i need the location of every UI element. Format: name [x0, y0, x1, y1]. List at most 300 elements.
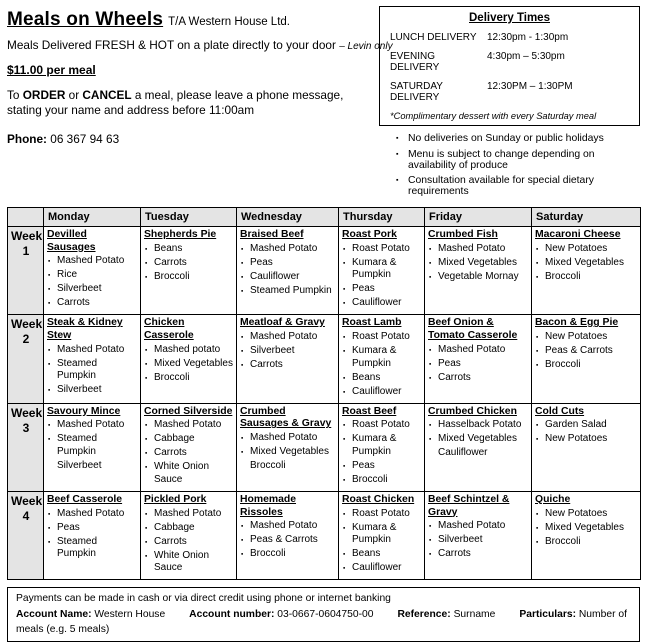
side-item-text: Broccoli [545, 535, 581, 547]
square-bullet-icon: ▪ [241, 245, 244, 253]
side-item-text: White Onion Sauce [154, 461, 210, 486]
meal-side-item [535, 257, 638, 270]
square-bullet-icon: ▪ [536, 259, 539, 267]
meal-side-item [240, 345, 336, 358]
menu-header-row [8, 207, 641, 226]
square-bullet-icon: ▪ [343, 374, 346, 382]
info-note-text: Menu is subject to change depending on availability of produce [408, 148, 595, 171]
meal-side-item [428, 271, 529, 284]
meal-title: Devilled Sausages [47, 228, 96, 253]
week-label [8, 403, 44, 491]
meal-title: Macaroni Cheese [535, 228, 621, 240]
square-bullet-icon: ▪ [48, 538, 51, 546]
square-bullet-icon: ▪ [343, 347, 346, 355]
meal-side-item [535, 433, 638, 446]
meal-sides-list [47, 419, 138, 472]
meal-cell [141, 226, 237, 314]
side-item-text: Mixed Vegetables [545, 256, 624, 268]
square-bullet-icon: ▪ [343, 510, 346, 518]
meal-side-item [240, 285, 336, 298]
side-item-text: Beans [352, 371, 381, 383]
tagline-note: – Levin only [339, 41, 393, 52]
meal-title: Chicken Casserole [144, 317, 194, 341]
meal-cell [237, 403, 339, 491]
side-item-text: Beans [154, 242, 183, 254]
meal-side-item [428, 243, 529, 256]
side-item-text: Kumara & Pumpkin [352, 256, 397, 281]
meal-cell [425, 491, 532, 579]
side-item-text: Carrots [154, 447, 187, 459]
meal-cell [339, 226, 425, 314]
week-row [8, 491, 641, 579]
phone-number: 06 367 94 63 [50, 131, 120, 146]
info-notes [379, 133, 640, 197]
square-bullet-icon: ▪ [145, 450, 148, 458]
meal-sides-list [240, 432, 336, 473]
info-note-text: No deliveries on Sunday or public holidays [408, 133, 604, 144]
side-item-text: Hasselback Potato [438, 419, 522, 431]
order-mid: or [65, 88, 83, 102]
square-bullet-icon: ▪ [48, 360, 51, 368]
side-item-text: Silverbeet [57, 384, 102, 396]
meal-side-item [47, 297, 138, 310]
square-bullet-icon: ▪ [396, 150, 399, 158]
tagline-text: Meals Delivered FRESH & HOT on a plate directly to your door [7, 38, 336, 52]
side-item-text: New Potatoes [545, 330, 608, 342]
payment-field-value: Western House [94, 608, 166, 620]
side-item-text: Kumara & Pumpkin [352, 344, 397, 369]
side-item-text: New Potatoes [545, 507, 608, 519]
square-bullet-icon: ▪ [48, 422, 51, 430]
day-header-saturday: Saturday [532, 207, 641, 226]
meal-side-item [428, 358, 529, 371]
square-bullet-icon: ▪ [536, 245, 539, 253]
meal-side-item [47, 255, 138, 268]
week-row [8, 403, 641, 491]
meal-title: Bacon & Egg Pie [535, 317, 619, 329]
square-bullet-icon: ▪ [145, 374, 148, 382]
meal-sides-list [428, 243, 529, 284]
payment-field-value: 03-0667-0604750-00 [277, 608, 374, 620]
side-item-text: Mixed Vegetables [545, 521, 624, 533]
square-bullet-icon: ▪ [396, 176, 399, 184]
meal-side-item [342, 419, 422, 432]
info-note [396, 133, 640, 145]
square-bullet-icon: ▪ [343, 388, 346, 396]
meal-side-item [240, 359, 336, 372]
meal-side-item [342, 522, 422, 548]
meal-side-item [428, 433, 529, 446]
meal-cell [339, 491, 425, 579]
delivery-time: 12:30PM – 1:30PM [487, 81, 573, 92]
meal-side-item [428, 548, 529, 561]
meal-side-item [342, 386, 422, 399]
side-item-text: Mashed Potato [250, 431, 318, 443]
meal-cell [44, 315, 141, 403]
meal-cell [44, 491, 141, 579]
phone-label: Phone: [7, 131, 47, 146]
meal-title: Pickled Pork [144, 493, 207, 505]
meal-side-item [342, 433, 422, 459]
meal-sides-list [428, 520, 529, 561]
meal-title: Cold Cuts [535, 405, 585, 417]
week-label-number: 1 [22, 243, 30, 258]
meal-side-item [342, 508, 422, 521]
meal-title: Beef Casserole [47, 493, 123, 505]
side-item-text: Steamed Pumpkin [250, 284, 332, 296]
side-item-text: Peas [57, 521, 80, 533]
page-title: Meals on Wheels [7, 9, 164, 30]
side-item-text: Mashed Potato [57, 419, 125, 431]
side-item-text: Vegetable Mornay [438, 270, 519, 282]
price-line: $11.00 per meal [7, 63, 96, 77]
meal-cell [141, 403, 237, 491]
info-note [396, 175, 640, 197]
day-header-friday: Friday [425, 207, 532, 226]
side-item-text: Mashed Potato [250, 242, 318, 254]
side-item-text: Steamed Pumpkin [57, 535, 98, 560]
square-bullet-icon: ▪ [48, 524, 51, 532]
side-item-text: White Onion Sauce [154, 549, 210, 574]
day-header-wednesday: Wednesday [237, 207, 339, 226]
meal-cell [532, 226, 641, 314]
cancel-keyword: CANCEL [82, 88, 132, 102]
order-pre: To [7, 88, 23, 102]
day-header-monday: Monday [44, 207, 141, 226]
meal-title: Crumbed Chicken [428, 405, 517, 417]
side-item-text: Beans [352, 548, 381, 560]
meal-cell [339, 315, 425, 403]
meal-side-item [240, 534, 336, 547]
square-bullet-icon: ▪ [536, 436, 539, 444]
menu-corner-cell [8, 207, 44, 226]
meal-sides-list [144, 344, 234, 385]
meal-side-item [144, 550, 234, 576]
meal-side-item [47, 508, 138, 521]
meal-sides-list [535, 331, 638, 372]
meal-side-item [240, 271, 336, 284]
meal-cell [141, 491, 237, 579]
square-bullet-icon: ▪ [241, 347, 244, 355]
meal-side-item [47, 460, 138, 473]
delivery-time-row [390, 51, 629, 73]
side-item-text: Cabbage [154, 433, 195, 445]
square-bullet-icon: ▪ [343, 551, 346, 559]
side-item-text: Peas [250, 256, 273, 268]
square-bullet-icon: ▪ [429, 523, 432, 531]
meal-title: Steak & Kidney Stew [47, 317, 123, 341]
delivery-time: 12:30pm - 1:30pm [487, 32, 569, 43]
delivery-time-row [390, 81, 629, 103]
meal-cell [44, 403, 141, 491]
meal-title: Roast Pork [342, 228, 397, 240]
meal-sides-list [535, 508, 638, 549]
meal-side-item [535, 331, 638, 344]
square-bullet-icon: ▪ [429, 245, 432, 253]
meal-side-item [144, 257, 234, 270]
payment-field [397, 609, 495, 620]
week-label-word: Week [11, 493, 43, 508]
square-bullet-icon: ▪ [145, 464, 148, 472]
side-item-text: Mixed Vegetables [154, 357, 233, 369]
meal-side-item [342, 331, 422, 344]
payments-line: Payments can be made in cash or via direct credit using phone or internet banking [16, 593, 391, 605]
side-item-text: Peas [352, 283, 375, 295]
square-bullet-icon: ▪ [241, 361, 244, 369]
side-item-text: Broccoli [154, 371, 190, 383]
side-item-text: Carrots [438, 371, 471, 383]
week-label [8, 491, 44, 579]
side-item-text: Mashed Potato [438, 520, 506, 532]
delivery-times-box [379, 6, 640, 126]
bullet-spacer [47, 460, 57, 473]
meal-side-item [535, 536, 638, 549]
square-bullet-icon: ▪ [343, 476, 346, 484]
week-row [8, 315, 641, 403]
info-note-text: Consultation available for special dietary requirements [408, 174, 594, 197]
payment-field [189, 609, 373, 620]
meal-cell [425, 226, 532, 314]
square-bullet-icon: ▪ [343, 333, 346, 341]
square-bullet-icon: ▪ [429, 346, 432, 354]
meal-side-item [342, 372, 422, 385]
meal-side-item [342, 548, 422, 561]
payment-field [16, 609, 165, 620]
square-bullet-icon: ▪ [241, 448, 244, 456]
side-item-text: Silverbeet [57, 459, 102, 471]
square-bullet-icon: ▪ [343, 259, 346, 267]
square-bullet-icon: ▪ [429, 360, 432, 368]
meal-title: Quiche [535, 493, 571, 505]
meal-side-item [144, 372, 234, 385]
meal-side-item [535, 522, 638, 535]
meal-sides-list [47, 508, 138, 562]
meal-side-item [144, 271, 234, 284]
meal-title: Roast Lamb [342, 317, 402, 329]
meal-sides-list [240, 520, 336, 561]
side-item-text: Garden Salad [545, 419, 607, 431]
week-label-word: Week [11, 405, 43, 420]
week-label [8, 226, 44, 314]
square-bullet-icon: ▪ [536, 333, 539, 341]
side-item-text: Broccoli [154, 270, 190, 282]
meal-side-item [47, 283, 138, 296]
side-item-text: Rice [57, 269, 78, 281]
side-item-text: Cauliflower [352, 297, 402, 309]
meal-side-item [47, 522, 138, 535]
header-block [7, 6, 393, 201]
side-item-text: New Potatoes [545, 433, 608, 445]
order-keyword: ORDER [22, 88, 66, 102]
delivery-time-row [390, 32, 629, 43]
meal-cell [532, 403, 641, 491]
square-bullet-icon: ▪ [343, 436, 346, 444]
meal-side-item [47, 269, 138, 282]
meal-side-item [240, 331, 336, 344]
meal-side-item [535, 508, 638, 521]
meal-cell [237, 315, 339, 403]
meal-side-item [342, 460, 422, 473]
side-item-text: Mixed Vegetables [438, 433, 517, 445]
meal-side-item [47, 344, 138, 357]
meal-side-item [144, 536, 234, 549]
meal-title: Beef Onion & Tomato Casserole [428, 317, 518, 341]
meal-title: Beef Schintzel & Gravy [428, 493, 510, 518]
square-bullet-icon: ▪ [343, 524, 346, 532]
side-item-text: Mixed Vegetables [438, 256, 517, 268]
meal-side-item [342, 257, 422, 283]
meal-side-item [342, 297, 422, 310]
square-bullet-icon: ▪ [145, 273, 148, 281]
meal-sides-list [342, 243, 422, 311]
meal-side-item [342, 345, 422, 371]
side-item-text: Cauliflower [250, 270, 300, 282]
square-bullet-icon: ▪ [429, 259, 432, 267]
side-item-text: Silverbeet [57, 283, 102, 295]
meal-cell [141, 315, 237, 403]
square-bullet-icon: ▪ [536, 524, 539, 532]
meal-sides-list [240, 331, 336, 372]
square-bullet-icon: ▪ [536, 510, 539, 518]
square-bullet-icon: ▪ [48, 436, 51, 444]
side-item-text: Broccoli [545, 358, 581, 370]
side-item-text: Cauliflower [352, 385, 402, 397]
week-label-number: 3 [22, 420, 30, 435]
meal-cell [339, 403, 425, 491]
meal-sides-list [342, 508, 422, 576]
square-bullet-icon: ▪ [48, 346, 51, 354]
square-bullet-icon: ▪ [429, 273, 432, 281]
meal-side-item [342, 474, 422, 487]
meal-side-item [47, 536, 138, 562]
square-bullet-icon: ▪ [396, 135, 399, 142]
square-bullet-icon: ▪ [241, 537, 244, 545]
payment-field-label: Account number: [189, 608, 278, 620]
meal-cell [532, 315, 641, 403]
side-item-text: Silverbeet [438, 534, 483, 546]
square-bullet-icon: ▪ [48, 258, 51, 266]
square-bullet-icon: ▪ [429, 551, 432, 559]
side-item-text: Broccoli [545, 270, 581, 282]
side-item-text: Mashed Potato [57, 255, 125, 267]
square-bullet-icon: ▪ [145, 510, 148, 518]
square-bullet-icon: ▪ [429, 374, 432, 382]
square-bullet-icon: ▪ [145, 259, 148, 267]
side-item-text: Kumara & Pumpkin [352, 433, 397, 458]
title-row [7, 9, 379, 31]
delivery-label: LUNCH DELIVERY [390, 32, 477, 43]
meal-side-item [144, 358, 234, 371]
side-item-text: Mashed potato [154, 343, 221, 355]
meal-side-item [535, 359, 638, 372]
square-bullet-icon: ▪ [241, 273, 244, 281]
menu-table [7, 207, 641, 580]
meal-side-item [535, 345, 638, 358]
meal-side-item [342, 243, 422, 256]
meal-cell [532, 491, 641, 579]
meal-title: Shepherds Pie [144, 228, 217, 240]
meal-side-item [240, 548, 336, 561]
side-item-text: Roast Potato [352, 419, 410, 431]
meal-side-item [428, 520, 529, 533]
side-item-text: Mashed Potato [154, 419, 222, 431]
side-item-text: Broccoli [250, 459, 286, 471]
side-item-text: Cauliflower [438, 447, 488, 459]
square-bullet-icon: ▪ [429, 436, 432, 444]
company-subtitle: T/A Western House Ltd. [168, 16, 290, 28]
square-bullet-icon: ▪ [241, 434, 244, 442]
bullet-spacer [240, 460, 250, 473]
side-item-text: Mashed Potato [250, 330, 318, 342]
meal-side-item [428, 534, 529, 547]
meal-side-item [144, 433, 234, 446]
payment-field-value: Surname [453, 608, 496, 620]
delivery-times-title: Delivery Times [469, 12, 550, 24]
meal-side-item [47, 384, 138, 397]
side-item-text: Mashed Potato [438, 242, 506, 254]
side-item-text: Carrots [250, 358, 283, 370]
side-item-text: Roast Potato [352, 507, 410, 519]
order-post: a meal, please leave a phone message, stating your name and address before 11:00am [7, 88, 344, 118]
delivery-label: EVENING DELIVERY [390, 51, 440, 73]
side-item-text: Roast Potato [352, 242, 410, 254]
meal-title: Roast Beef [342, 405, 397, 417]
meal-sides-list [535, 243, 638, 284]
square-bullet-icon: ▪ [145, 552, 148, 560]
square-bullet-icon: ▪ [48, 510, 51, 518]
side-item-text: Peas [352, 459, 375, 471]
side-item-text: Mashed Potato [250, 520, 318, 532]
payment-field-label: Particulars: [519, 608, 579, 620]
side-item-text: Peas & Carrots [545, 344, 613, 356]
meal-side-item [428, 447, 529, 460]
week-label [8, 315, 44, 403]
payment-field-label: Account Name: [16, 608, 95, 620]
square-bullet-icon: ▪ [343, 286, 346, 294]
side-item-text: Mixed Vegetables [250, 445, 329, 457]
meal-title: Roast Chicken [342, 493, 415, 505]
meal-side-item [144, 508, 234, 521]
square-bullet-icon: ▪ [429, 422, 432, 430]
square-bullet-icon: ▪ [343, 462, 346, 470]
square-bullet-icon: ▪ [48, 272, 51, 280]
side-item-text: Carrots [57, 297, 90, 309]
side-item-text: Steamed Pumpkin [57, 357, 98, 382]
meal-cell [44, 226, 141, 314]
side-item-text: Mashed Potato [438, 343, 506, 355]
square-bullet-icon: ▪ [48, 387, 51, 395]
meal-sides-list [342, 331, 422, 399]
square-bullet-icon: ▪ [343, 245, 346, 253]
meal-cell [237, 491, 339, 579]
day-header-tuesday: Tuesday [141, 207, 237, 226]
meal-title: Corned Silverside [144, 405, 233, 417]
week-label-word: Week [11, 228, 43, 243]
meal-title: Crumbed Fish [428, 228, 498, 240]
meal-side-item [144, 461, 234, 487]
top-section [7, 6, 640, 201]
meal-cell [425, 315, 532, 403]
meal-cell [425, 403, 532, 491]
square-bullet-icon: ▪ [145, 422, 148, 430]
square-bullet-icon: ▪ [241, 259, 244, 267]
meal-side-item [428, 372, 529, 385]
side-item-text: Mashed Potato [57, 507, 125, 519]
payment-field-value: Number of meals (e.g. 5 meals) [16, 608, 627, 635]
meal-sides-list [240, 243, 336, 298]
square-bullet-icon: ▪ [241, 551, 244, 559]
square-bullet-icon: ▪ [241, 287, 244, 295]
